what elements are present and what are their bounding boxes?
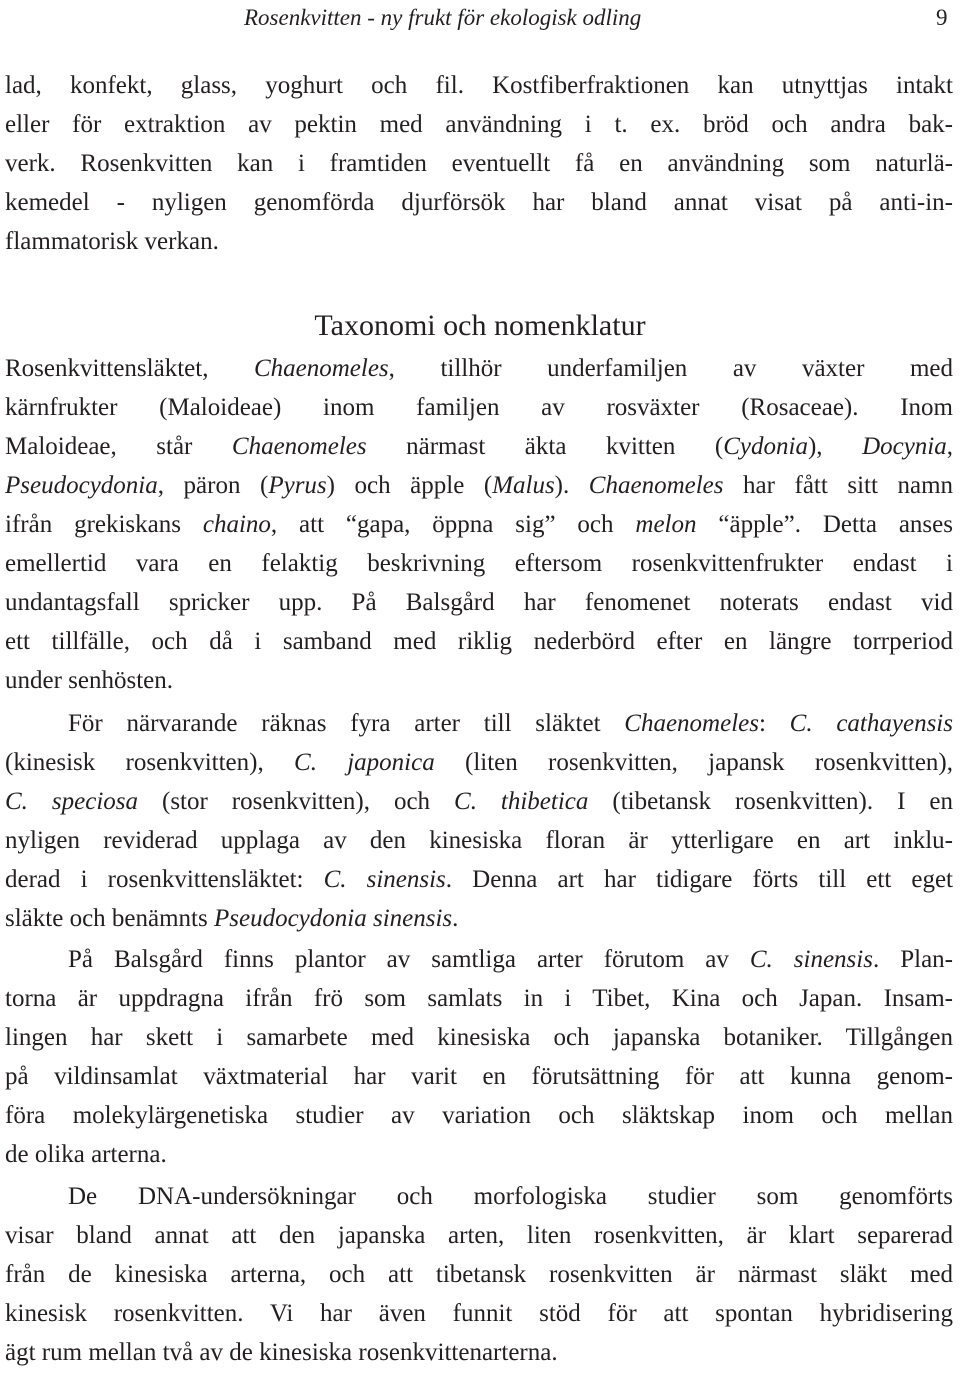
balsgard-paragraph [5,940,953,1174]
genus-name: Pseudocydonia [5,472,158,499]
text-line [5,505,953,544]
text-line: ägt rum mellan två av de kinesiska rosenkvittenarterna. [5,1339,558,1366]
text-line: undantagsfall spricker upp. På Balsgård har fenomenet noterats endast vid [5,589,953,616]
running-title: Rosenkvitten - ny frukt för ekologisk odling [244,5,642,30]
text-line: kinesisk rosenkvitten. Vi har även funnit stöd för att spontan hybridisering [5,1300,953,1327]
text-line: ett tillfälle, och då i samband med riklig nederbörd efter en längre torrperiod [5,628,953,655]
text-line: föra molekylärgenetiska studier av variation och släktskap inom och mellan [5,1102,953,1129]
genus-name: Chaenomeles [253,355,389,382]
genus-name: Docynia [862,433,947,460]
text-line [5,349,953,388]
text-line [5,743,953,782]
text-line: de olika arterna. [5,1141,167,1168]
text-run: “äpple”. Detta anses [696,511,953,538]
species-name: C. sinensis [749,946,873,973]
text-line: nyligen reviderad upplaga av den kinesiska floran är ytterligare en art inklu- [5,827,953,854]
text-line: verk. Rosenkvitten kan i framtiden eventuellt få en användning som naturlä- [5,150,953,177]
greek-word: chaino [202,511,271,538]
genus-name: Chaenomeles [231,433,367,460]
species-paragraph [5,704,953,938]
text-run: , [946,433,954,460]
text-line [5,860,953,899]
text-run: Maloideae, står [5,433,232,460]
page-number: 9 [936,5,948,30]
text-line: lad, konfekt, glass, yoghurt och fil. Kostfiberfraktionen kan utnyttjas intakt [5,72,953,99]
running-header [0,0,960,36]
text-line [5,940,953,979]
text-run: (kinesisk rosenkvitten), [5,749,295,776]
text-run: ifrån grekiskans [5,511,203,538]
text-line [5,782,953,821]
species-name: C. speciosa [5,788,139,815]
text-line: visar bland annat att den japanska arten, liten rosenkvitten, är klart separerad [5,1222,953,1249]
intro-paragraph [5,66,953,261]
text-run: , tillhör underfamiljen av växter med [388,355,953,382]
text-run: (stor rosenkvitten), och [138,788,455,815]
species-name: C. japonica [294,749,435,776]
text-run: har fått sitt namn [723,472,954,499]
species-name: C. sinensis [323,866,446,893]
text-run: derad i rosenkvittensläktet: [5,866,324,893]
genus-name: Chaenomeles [624,710,759,737]
genus-name: Malus [492,472,555,499]
text-run: : [758,710,790,737]
text-run: På Balsgård finns plantor av samtliga arter förutom av [68,946,750,973]
genus-name: Chaenomeles [588,472,724,499]
text-line: De DNA-undersökningar och morfologiska studier som genomförts [68,1183,953,1210]
text-line [5,466,953,505]
text-line: under senhösten. [5,667,174,694]
text-run: För närvarande räknas fyra arter till släktet [68,710,625,737]
text-line: på vildinsamlat växtmaterial har varit en förutsättning för att kunna genom- [5,1063,953,1090]
genus-name: Cydonia [723,433,808,460]
dna-paragraph [5,1177,953,1372]
greek-word: melon [635,511,697,538]
text-line: flammatorisk verkan. [5,228,219,255]
species-name: C. thibetica [454,788,589,815]
text-run: . [452,905,459,932]
section-heading: Taxonomi och nomenklatur [314,309,646,342]
text-run: . Plan- [872,946,953,973]
species-name: C. cathayensis [789,710,953,737]
text-run: , päron ( [157,472,269,499]
text-run: Rosenkvittensläktet, [5,355,254,382]
text-run: närmast äkta kvitten ( [366,433,724,460]
text-run: . Denna art har tidigare förts till ett eget [445,866,954,893]
text-line: kärnfrukter (Maloideae) inom familjen av rosväxter (Rosaceae). Inom [5,394,953,421]
species-name: Pseudocydonia sinensis [213,905,453,932]
text-run: ). [554,472,589,499]
text-line: torna är uppdragna ifrån frö som samlats in i Tibet, Kina och Japan. Insam- [5,985,953,1012]
text-line: lingen har skett i samarbete med kinesiska och japanska botaniker. Tillgången [5,1024,953,1051]
text-run: (liten rosenkvitten, japansk rosenkvitten), [434,749,953,776]
text-line: kemedel - nyligen genomförda djurförsök har bland annat visat på anti-in- [5,189,953,216]
text-line [5,427,953,466]
text-run: (tibetansk rosenkvitten). I en [588,788,953,815]
text-run: släkte och benämnts [5,905,214,932]
text-run: ) och äpple ( [326,472,493,499]
text-line: emellertid vara en felaktig beskrivning eftersom rosenkvittenfrukter endast i [5,550,953,577]
text-line: eller för extraktion av pektin med användning i t. ex. bröd och andra bak- [5,111,953,138]
text-run: , att “gapa, öppna sig” och [270,511,636,538]
text-line [5,899,953,938]
text-line [5,704,953,743]
taxonomy-paragraph [5,349,953,700]
text-line: från de kinesiska arterna, och att tibetansk rosenkvitten är närmast släkt med [5,1261,953,1288]
text-run: ), [807,433,863,460]
genus-name: Pyrus [268,472,327,499]
